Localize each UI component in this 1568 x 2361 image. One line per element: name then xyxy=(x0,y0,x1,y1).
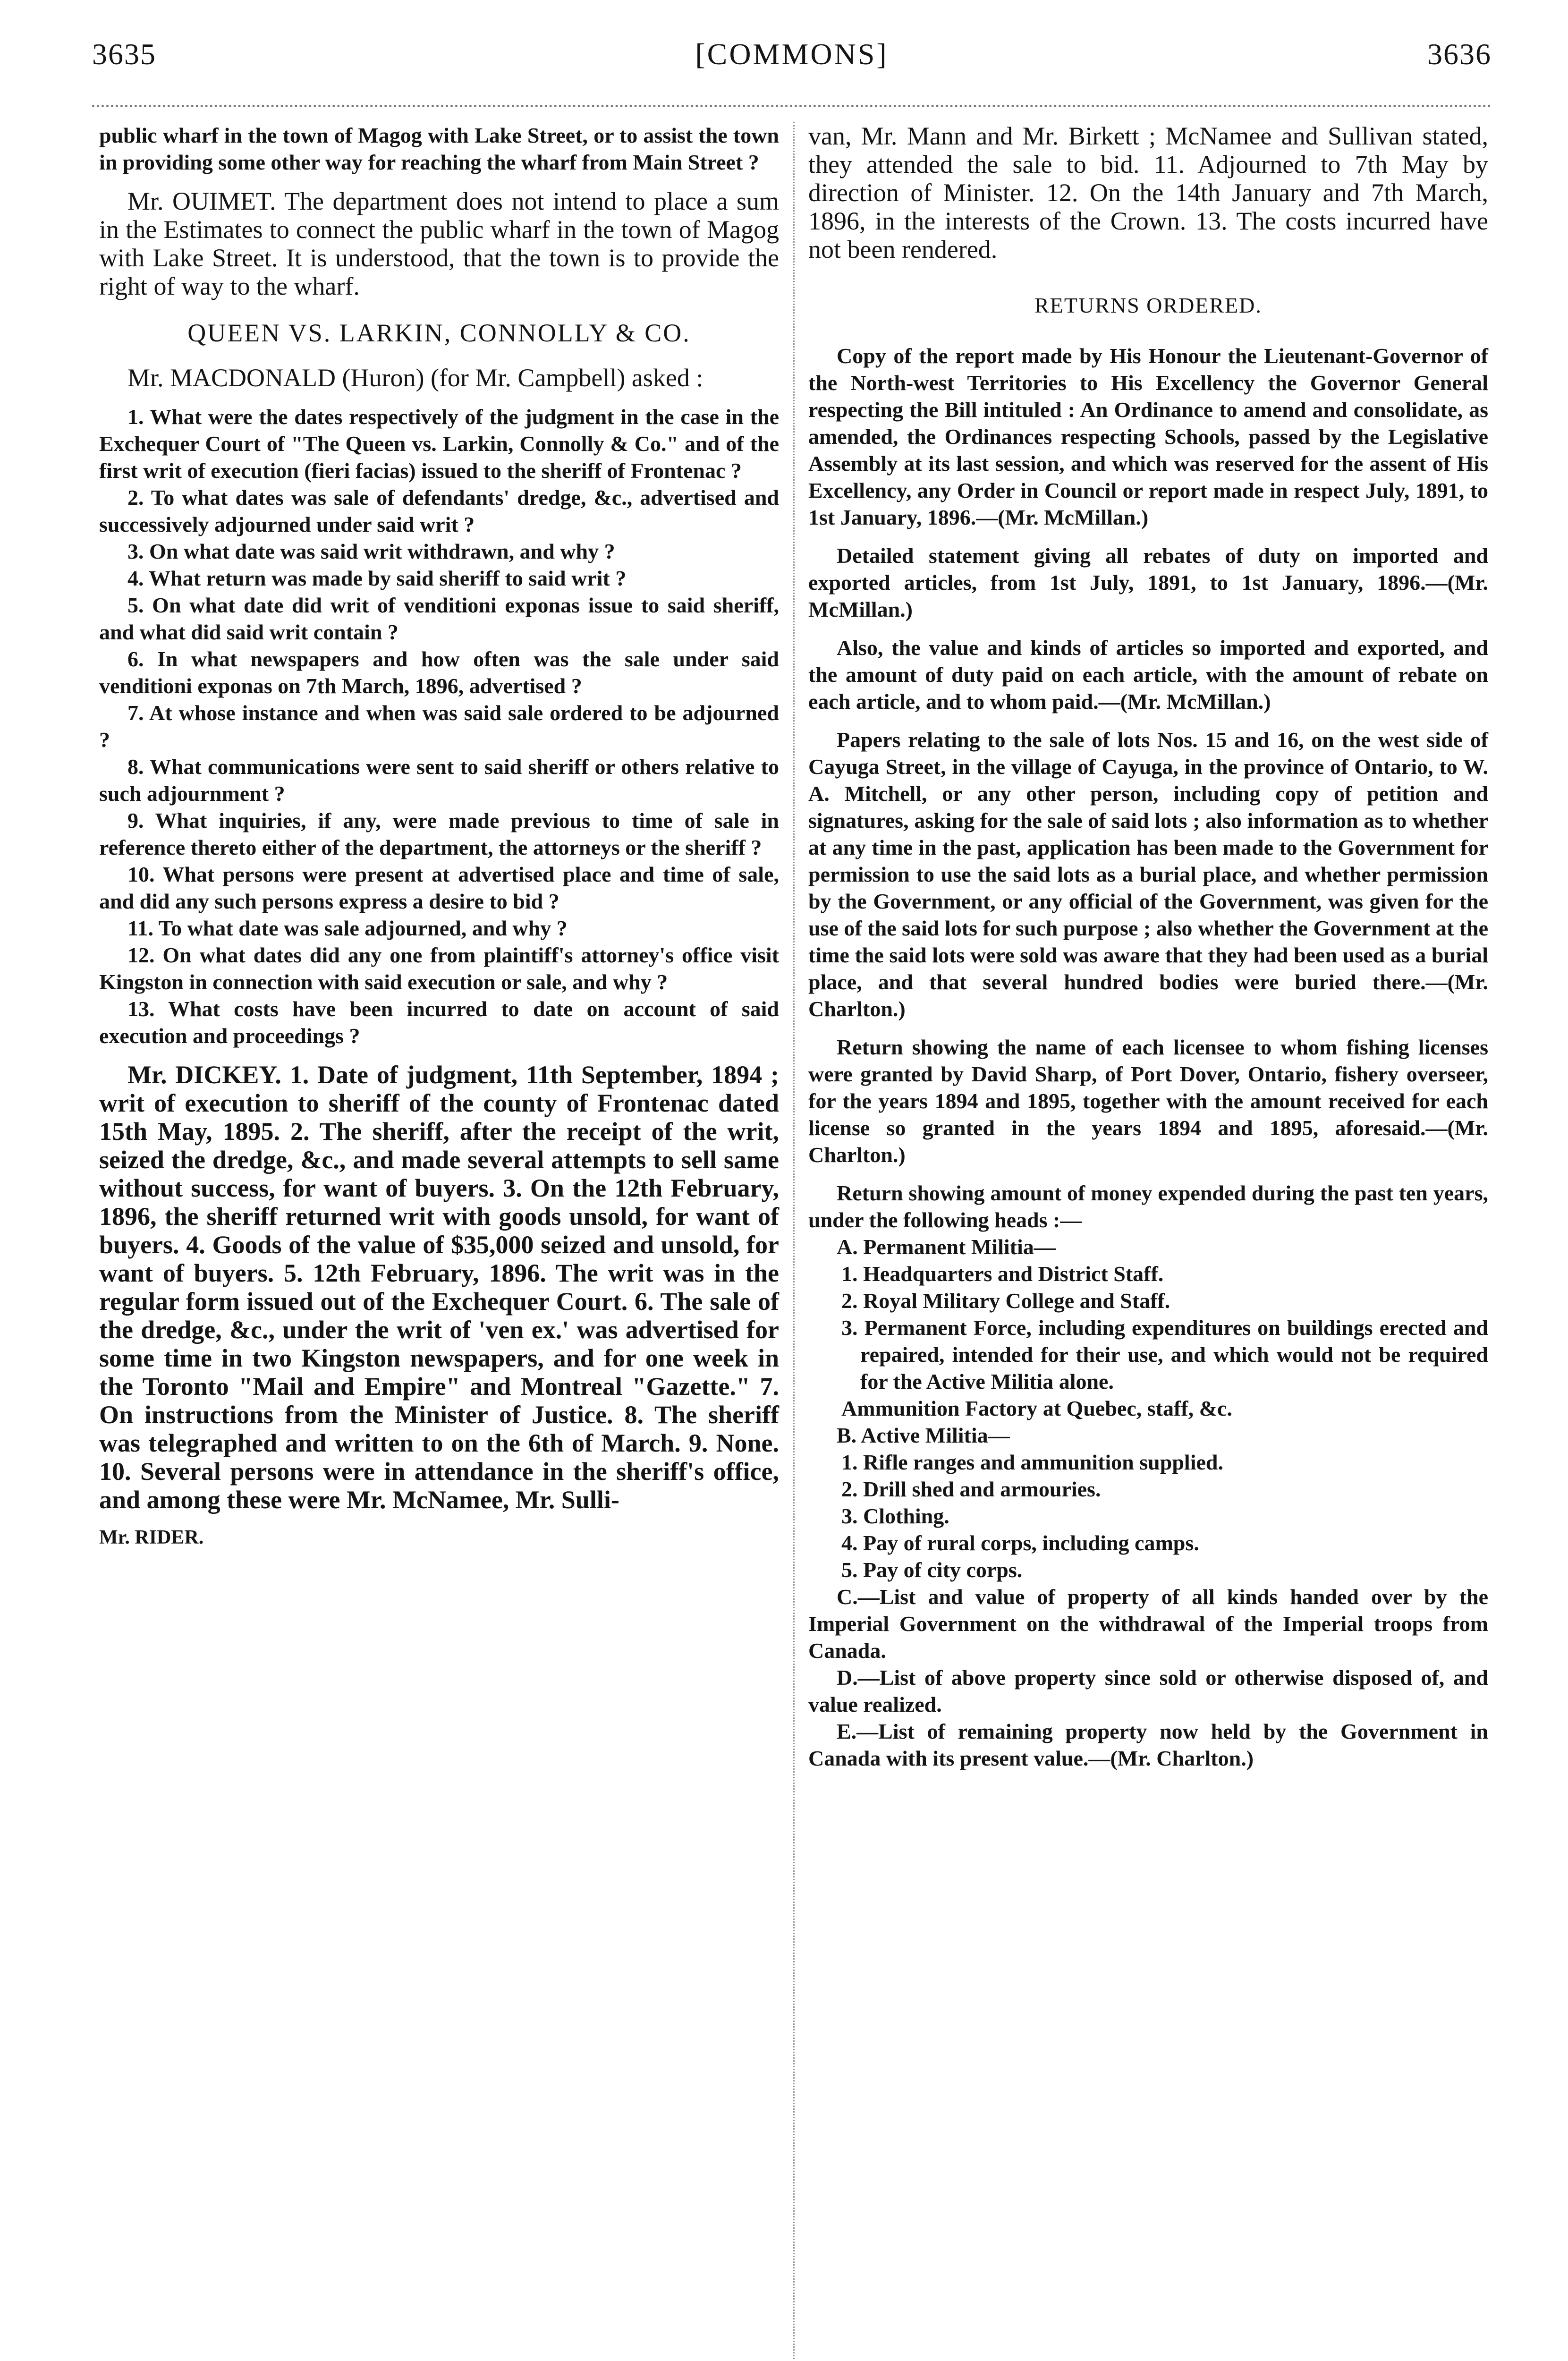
list-item: 5. Pay of city corps. xyxy=(841,1558,1023,1582)
next-speaker: Mr. RIDER. xyxy=(99,1527,204,1548)
return-item: Also, the value and kinds of articles so imported and exported, and the amount of duty paid on each article, with the amount of rebate on each article, and to whom paid.—(Mr. McMillan.) xyxy=(808,636,1488,713)
answer-text: 1. Date of judgment, 11th September, 1894 ; writ of execution to sheriff of the county of Frontenac dated 15th May, 1895. 2. The sheriff, after the receipt of the writ, seized the dredge, &c., and made several attempts to sell same without success, for want of buyers. 3. On the 12th February, 1896, the sheriff returned writ with goods unsold, for want of buyers. 4. Goods of the value of $35,000 seized and unsold, for want of buyers. 5. 12th February, 1896. The writ was in the regular form issued out of the Exchequer Court. 6. The sale of the dredge, &c., under the writ of 'ven ex.' was advertised for some time in two Kingston newspapers, and for one week in the Toronto "Mail and Empire" and Montreal "Gazette." 7. On instructions from the Minister of Justice. 8. The sheriff was telegraphed and written to on the 6th of March. 9. None. 10. Several persons were in attendance in the sheriff's office, and among these were Mr. McNamee, Mr. Sulli- xyxy=(99,1061,779,1514)
page-number-right: 3636 xyxy=(1427,37,1492,71)
list-item: 2. Drill shed and armouries. xyxy=(841,1477,1101,1501)
speaker-name: Mr. OUIMET. xyxy=(127,187,276,215)
page-number-left: 3635 xyxy=(92,37,156,71)
question-list xyxy=(99,403,779,1049)
speaker-name: Mr. DICKEY. xyxy=(127,1061,281,1089)
list-item: 1. Headquarters and District Staff. xyxy=(841,1262,1164,1286)
question-item: 7. At whose instance and when was said sale ordered to be adjourned ? xyxy=(99,701,779,752)
left-column xyxy=(99,122,779,1549)
list-item: 2. Royal Military College and Staff. xyxy=(841,1289,1170,1313)
question-item: 13. What costs have been incurred to date on account of said execution and proceedings ? xyxy=(99,997,779,1048)
return-item: Detailed statement giving all rebates of duty on imported and exported articles, from 1st July, 1891, to 1st January, 1896.—(Mr. McMillan.) xyxy=(808,544,1488,621)
question-intro: Mr. MACDONALD (Huron) (for Mr. Campbell) asked : xyxy=(127,364,703,392)
list-heading: A. Permanent Militia— xyxy=(837,1235,1056,1259)
question-item: 11. To what date was sale adjourned, and why ? xyxy=(127,916,568,940)
return-item: Papers relating to the sale of lots Nos. 15 and 16, on the west side of Cayuga Street, in the village of Cayuga, in the province of Ontario, to W. A. Mitchell, or any other person, including copy of petition and signatures, asking for the sale of said lots ; also information as to whether at any time in the past, application has been made to the Government for permission to use the said lots as a burial place, and whether permission by the Government, or any official of the Government, was given for the use of the said lots for such purpose ; also whether the Government at the time the said lots were sold was aware that they had been used as a burial place, and that several hundred bodies were buried there.—(Mr. Charlton.) xyxy=(808,728,1488,1021)
list-item: E.—List of remaining property now held by the Government in Canada with its present value.—(Mr. Charlton.) xyxy=(808,1719,1488,1770)
list-item: 3. Clothing. xyxy=(841,1504,949,1528)
section-heading: QUEEN VS. LARKIN, CONNOLLY & CO. xyxy=(187,319,691,347)
question-item: 3. On what date was said writ withdrawn, and why ? xyxy=(127,539,615,563)
question-continuation: public wharf in the town of Magog with Lake Street, or to assist the town in providing some other way for reaching the wharf from Main Street ? xyxy=(99,123,779,174)
return-item: Return showing amount of money expended during the past ten years, under the following heads :— xyxy=(808,1181,1488,1232)
return-item: Return showing the name of each licensee to whom fishing licenses were granted by David Sharp, of Port Dover, Ontario, fishery overseer, for the years 1894 and 1895, together with the amount received for each license so granted in the years 1894 and 1895, aforesaid.—(Mr. Charlton.) xyxy=(808,1035,1488,1167)
right-column xyxy=(808,122,1488,1772)
list-item: C.—List and value of property of all kinds handed over by the Imperial Government on the withdrawal of the Imperial troops from Canada. xyxy=(808,1585,1488,1663)
answer-text: The department does not intend to place a sum in the Estimates to connect the public wharf in the town of Magog with Lake Street. It is understood, that the town is to provide the right of way to the wharf. xyxy=(99,187,779,300)
question-item: 12. On what dates did any one from plaintiff's attorney's office visit Kingston in connection with said execution or sale, and why ? xyxy=(99,943,779,994)
militia-list xyxy=(808,1233,1488,1772)
list-item: D.—List of above property since sold or otherwise disposed of, and value realized. xyxy=(808,1665,1488,1716)
list-item: 3. Permanent Force, including expenditures on buildings erected and repaired, intended for their use, and which would not be required for the Active Militia alone. xyxy=(841,1316,1488,1393)
question-item: 2. To what dates was sale of defendants' dredge, &c., advertised and successively adjourned under said writ ? xyxy=(99,485,779,536)
page-header xyxy=(92,37,1492,93)
question-item: 6. In what newspapers and how often was the sale under said venditioni exponas on 7th March, 1896, advertised ? xyxy=(99,647,779,698)
question-item: 1. What were the dates respectively of the judgment in the case in the Exchequer Court of "The Queen vs. Larkin, Connolly & Co." and of the first writ of execution (fieri facias) issued to the sheriff of Frontenac ? xyxy=(99,405,779,483)
return-item: Copy of the report made by His Honour the Lieutenant-Governor of the North-west Territories to His Excellency the Governor General respecting the Bill intituled : An Ordinance to amend and consolidate, as amended, the Ordinances respecting Schools, passed by the Legislative Assembly at its last session, and which was reserved for the assent of His Excellency, any Order in Council or report made in respect July, 1891, to 1st January, 1896.—(Mr. McMillan.) xyxy=(808,344,1488,529)
question-item: 9. What inquiries, if any, were made previous to time of sale in reference thereto either of the department, the attorneys or the sheriff ? xyxy=(99,808,779,859)
running-title: [COMMONS] xyxy=(695,37,889,71)
list-heading: B. Active Militia— xyxy=(837,1423,1010,1447)
question-item: 4. What return was made by said sheriff to said writ ? xyxy=(127,566,627,590)
question-item: 10. What persons were present at advertised place and time of sale, and did any such persons express a desire to bid ? xyxy=(99,862,779,913)
header-rule xyxy=(92,105,1492,107)
list-item: 4. Pay of rural corps, including camps. xyxy=(841,1531,1199,1555)
column-divider xyxy=(793,122,795,2361)
section-heading: RETURNS ORDERED. xyxy=(1034,293,1262,317)
question-item: 5. On what date did writ of venditioni exponas issue to said sheriff, and what did said writ contain ? xyxy=(99,593,779,644)
answer-continuation: van, Mr. Mann and Mr. Birkett ; McNamee and Sullivan stated, they attended the sale to bid. 11. Adjourned to 7th May by direction of Minister. 12. On the 14th January and 7th March, 1896, in the interests of the Crown. 13. The costs incurred have not been rendered. xyxy=(808,122,1488,263)
question-item: 8. What communications were sent to said sheriff or others relative to such adjournment ? xyxy=(99,755,779,806)
ouimet-answer xyxy=(99,187,779,300)
list-item: Ammunition Factory at Quebec, staff, &c. xyxy=(841,1396,1232,1420)
list-item: 1. Rifle ranges and ammunition supplied. xyxy=(841,1450,1223,1474)
dickey-answer xyxy=(99,1061,779,1514)
